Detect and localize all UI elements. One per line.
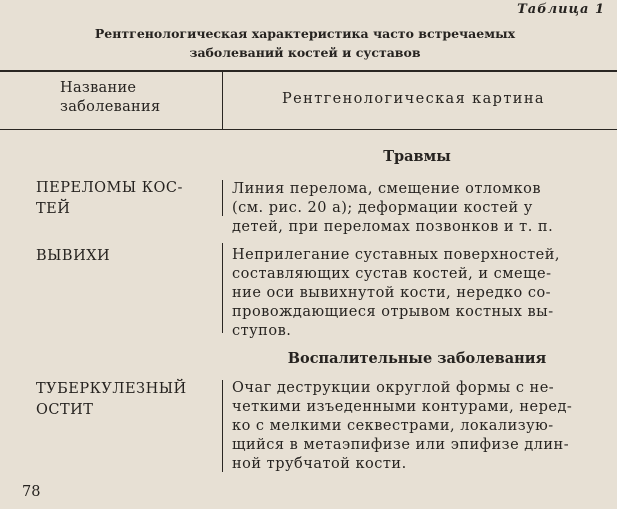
disease-name-line: ВЫВИХИ xyxy=(36,248,111,264)
column-divider xyxy=(222,180,223,216)
desc-line: Линия перелома, смещение отломков xyxy=(232,181,542,197)
desc-line: провождающиеся отрывом костных вы- xyxy=(232,304,554,320)
desc-line: Неприлегание суставных поверхностей, xyxy=(232,247,560,263)
column-header-line: Название xyxy=(60,80,137,96)
disease-desc-fractures xyxy=(232,180,610,237)
header-rule xyxy=(0,129,617,130)
disease-name-line: ТУБЕРКУЛЕЗНЫЙ xyxy=(36,381,187,397)
table-title-line: Рентгенологическая характеристика часто встречаемых xyxy=(94,26,516,41)
disease-desc-dislocations xyxy=(232,246,610,341)
column-divider xyxy=(222,243,223,333)
disease-name-fractures xyxy=(36,178,216,220)
disease-desc-tuberculous-ostitis xyxy=(232,379,610,474)
desc-line: детей, при переломах позвонков и т. п. xyxy=(232,219,554,235)
section-title-inflammatory: Воспалительные заболевания xyxy=(287,350,547,367)
desc-line: ной трубчатой кости. xyxy=(232,456,407,472)
desc-line: (см. рис. 20 а); деформации костей у xyxy=(232,200,533,216)
table-title-line: заболеваний костей и суставов xyxy=(189,45,421,60)
desc-line: Очаг деструкции округлой формы с не- xyxy=(232,380,555,396)
section-title-trauma: Травмы xyxy=(383,148,451,165)
table-top-rule xyxy=(0,70,617,72)
table-label: Таблица 1 xyxy=(517,2,605,17)
disease-name-line: ОСТИТ xyxy=(36,402,94,418)
disease-name-line: ТЕЙ xyxy=(36,201,71,217)
disease-name-line: ПЕРЕЛОМЫ КОС- xyxy=(36,180,183,196)
disease-name-tuberculous-ostitis xyxy=(36,379,216,421)
column-divider xyxy=(222,71,223,129)
desc-line: ко с мелкими секвестрами, локализую- xyxy=(232,418,554,434)
column-header-name xyxy=(60,79,210,117)
column-header-line: заболевания xyxy=(60,99,161,115)
desc-line: четкими изъеденными контурами, неред- xyxy=(232,399,573,415)
column-divider xyxy=(222,380,223,472)
desc-line: щийся в метаэпифизе или эпифизе длин- xyxy=(232,437,570,453)
desc-line: ступов. xyxy=(232,323,292,339)
page-number: 78 xyxy=(22,484,41,500)
column-header-picture: Рентгенологическая картина xyxy=(282,91,545,107)
table-title xyxy=(20,24,590,62)
disease-name-dislocations xyxy=(36,246,216,267)
desc-line: ние оси вывихнутой кости, нередко со- xyxy=(232,285,552,301)
desc-line: составляющих сустав костей, и смеще- xyxy=(232,266,552,282)
